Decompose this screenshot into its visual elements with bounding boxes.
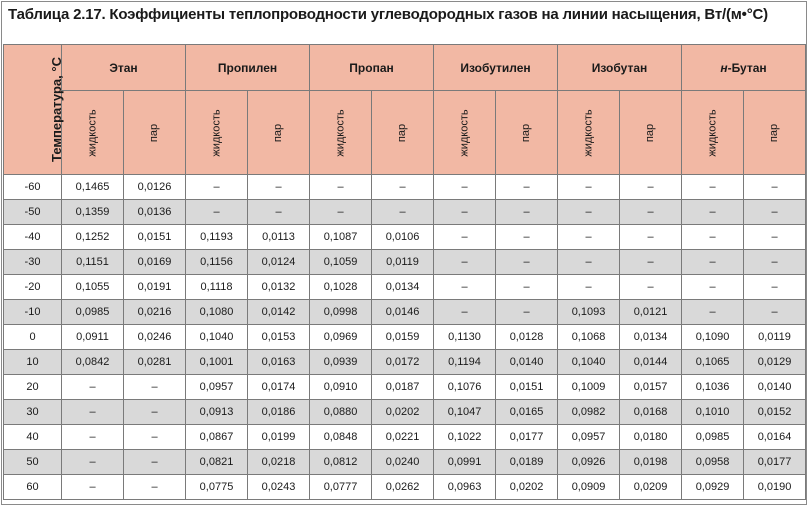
liquid-value-cell: 0,0910 <box>310 375 372 400</box>
liquid-value-cell: 0,1001 <box>186 350 248 375</box>
liquid-value-cell: 0,1040 <box>558 350 620 375</box>
liquid-value-cell: – <box>434 225 496 250</box>
vapor-value-cell: 0,0121 <box>620 300 682 325</box>
vapor-value-cell: 0,0177 <box>496 425 558 450</box>
liquid-value-cell: 0,1156 <box>186 250 248 275</box>
gas-header-propane: Пропан <box>310 45 434 91</box>
phase-vapor-header <box>124 91 186 175</box>
liquid-value-cell: – <box>186 200 248 225</box>
n-butane-name: -Бутан <box>727 60 767 75</box>
temperature-header-label: Температура, °С <box>48 57 64 162</box>
vapor-value-cell: 0,0186 <box>248 400 310 425</box>
liquid-value-cell: 0,1090 <box>682 325 744 350</box>
table-row <box>4 250 806 275</box>
vapor-value-cell: 0,0165 <box>496 400 558 425</box>
vapor-value-cell: – <box>744 200 806 225</box>
liquid-value-cell: 0,1252 <box>62 225 124 250</box>
table-row <box>4 350 806 375</box>
phase-vapor-header-label: пар <box>520 123 533 142</box>
liquid-value-cell: 0,1047 <box>434 400 496 425</box>
liquid-value-cell: 0,1009 <box>558 375 620 400</box>
phase-vapor-header-label: пар <box>768 123 781 142</box>
vapor-value-cell: – <box>496 300 558 325</box>
liquid-value-cell: 0,0982 <box>558 400 620 425</box>
liquid-value-cell: 0,0909 <box>558 475 620 500</box>
temperature-cell: 0 <box>4 325 62 350</box>
vapor-value-cell: – <box>496 275 558 300</box>
phase-liquid-header <box>186 91 248 175</box>
temperature-cell: -60 <box>4 175 62 200</box>
liquid-value-cell: – <box>682 225 744 250</box>
vapor-value-cell: – <box>124 400 186 425</box>
temperature-cell: -30 <box>4 250 62 275</box>
liquid-value-cell: 0,1080 <box>186 300 248 325</box>
table-row <box>4 175 806 200</box>
liquid-value-cell: 0,0880 <box>310 400 372 425</box>
n-butane-prefix: н <box>720 60 728 75</box>
phase-vapor-header-label: пар <box>644 123 657 142</box>
phase-liquid-header <box>62 91 124 175</box>
vapor-value-cell: 0,0151 <box>124 225 186 250</box>
liquid-value-cell: 0,0926 <box>558 450 620 475</box>
vapor-value-cell: – <box>744 225 806 250</box>
liquid-value-cell: 0,1059 <box>310 250 372 275</box>
temperature-cell: -50 <box>4 200 62 225</box>
gas-header-ethane: Этан <box>62 45 186 91</box>
liquid-value-cell: – <box>62 475 124 500</box>
table-row <box>4 200 806 225</box>
vapor-value-cell: 0,0140 <box>496 350 558 375</box>
vapor-value-cell: 0,0124 <box>248 250 310 275</box>
liquid-value-cell: 0,0969 <box>310 325 372 350</box>
phase-liquid-header-label: жидкость <box>210 108 223 157</box>
table-row <box>4 375 806 400</box>
vapor-value-cell: 0,0262 <box>372 475 434 500</box>
liquid-value-cell: 0,1130 <box>434 325 496 350</box>
vapor-value-cell: 0,0164 <box>744 425 806 450</box>
liquid-value-cell: 0,1065 <box>682 350 744 375</box>
vapor-value-cell: 0,0157 <box>620 375 682 400</box>
temperature-cell: 10 <box>4 350 62 375</box>
table-row <box>4 425 806 450</box>
vapor-value-cell: 0,0151 <box>496 375 558 400</box>
table-row <box>4 325 806 350</box>
liquid-value-cell: 0,0963 <box>434 475 496 500</box>
vapor-value-cell: 0,0136 <box>124 200 186 225</box>
vapor-value-cell: 0,0169 <box>124 250 186 275</box>
vapor-value-cell: – <box>496 225 558 250</box>
table-row <box>4 275 806 300</box>
vapor-value-cell: 0,0163 <box>248 350 310 375</box>
liquid-value-cell: 0,0929 <box>682 475 744 500</box>
liquid-value-cell: 0,1465 <box>62 175 124 200</box>
liquid-value-cell: – <box>434 250 496 275</box>
vapor-value-cell: – <box>744 250 806 275</box>
liquid-value-cell: 0,0985 <box>682 425 744 450</box>
vapor-value-cell: 0,0174 <box>248 375 310 400</box>
liquid-value-cell: – <box>62 400 124 425</box>
vapor-value-cell: 0,0126 <box>124 175 186 200</box>
vapor-value-cell: – <box>496 200 558 225</box>
phase-liquid-header-label: жидкость <box>582 108 595 157</box>
vapor-value-cell: – <box>124 425 186 450</box>
liquid-value-cell: 0,1010 <box>682 400 744 425</box>
table-row <box>4 400 806 425</box>
liquid-value-cell: 0,0985 <box>62 300 124 325</box>
vapor-value-cell: 0,0281 <box>124 350 186 375</box>
vapor-value-cell: 0,0113 <box>248 225 310 250</box>
phase-vapor-header <box>496 91 558 175</box>
liquid-value-cell: – <box>434 300 496 325</box>
temperature-cell: 50 <box>4 450 62 475</box>
liquid-value-cell: 0,0821 <box>186 450 248 475</box>
liquid-value-cell: 0,0939 <box>310 350 372 375</box>
vapor-value-cell: 0,0134 <box>620 325 682 350</box>
liquid-value-cell: 0,0958 <box>682 450 744 475</box>
phase-liquid-header-label: жидкость <box>458 108 471 157</box>
vapor-value-cell: – <box>744 175 806 200</box>
liquid-value-cell: 0,0998 <box>310 300 372 325</box>
vapor-value-cell: 0,0191 <box>124 275 186 300</box>
liquid-value-cell: 0,0957 <box>186 375 248 400</box>
table-row <box>4 300 806 325</box>
table-row <box>4 450 806 475</box>
vapor-value-cell: 0,0243 <box>248 475 310 500</box>
vapor-value-cell: – <box>620 225 682 250</box>
temperature-cell: -20 <box>4 275 62 300</box>
gas-header-isobutylene: Изобутилен <box>434 45 558 91</box>
liquid-value-cell: 0,0913 <box>186 400 248 425</box>
vapor-value-cell: – <box>372 200 434 225</box>
liquid-value-cell: – <box>682 175 744 200</box>
liquid-value-cell: – <box>558 200 620 225</box>
gas-header-propylene: Пропилен <box>186 45 310 91</box>
phase-vapor-header <box>620 91 682 175</box>
temperature-cell: 20 <box>4 375 62 400</box>
phase-vapor-header-label: пар <box>396 123 409 142</box>
vapor-value-cell: 0,0153 <box>248 325 310 350</box>
vapor-value-cell: 0,0159 <box>372 325 434 350</box>
temperature-cell: 60 <box>4 475 62 500</box>
liquid-value-cell: 0,0777 <box>310 475 372 500</box>
phase-liquid-header <box>682 91 744 175</box>
liquid-value-cell: – <box>434 175 496 200</box>
liquid-value-cell: – <box>558 250 620 275</box>
liquid-value-cell: – <box>558 225 620 250</box>
liquid-value-cell: – <box>310 175 372 200</box>
data-table <box>3 44 806 500</box>
liquid-value-cell: – <box>434 275 496 300</box>
phase-liquid-header <box>434 91 496 175</box>
liquid-value-cell: – <box>434 200 496 225</box>
temperature-cell: -40 <box>4 225 62 250</box>
vapor-value-cell: – <box>124 475 186 500</box>
vapor-value-cell: 0,0246 <box>124 325 186 350</box>
vapor-value-cell: – <box>372 175 434 200</box>
liquid-value-cell: – <box>558 175 620 200</box>
liquid-value-cell: 0,1193 <box>186 225 248 250</box>
vapor-value-cell: 0,0128 <box>496 325 558 350</box>
vapor-value-cell: 0,0189 <box>496 450 558 475</box>
vapor-value-cell: – <box>248 175 310 200</box>
phase-vapor-header-label: пар <box>272 123 285 142</box>
vapor-value-cell: – <box>744 300 806 325</box>
phase-vapor-header <box>372 91 434 175</box>
vapor-value-cell: 0,0146 <box>372 300 434 325</box>
vapor-value-cell: 0,0132 <box>248 275 310 300</box>
vapor-value-cell: 0,0209 <box>620 475 682 500</box>
liquid-value-cell: – <box>186 175 248 200</box>
liquid-value-cell: 0,0911 <box>62 325 124 350</box>
table-body <box>4 175 806 500</box>
vapor-value-cell: 0,0199 <box>248 425 310 450</box>
gas-header-isobutane: Изобутан <box>558 45 682 91</box>
vapor-value-cell: 0,0144 <box>620 350 682 375</box>
table-caption: Таблица 2.17. Коэффициенты теплопроводности углеводородных газов на линии насыщения, Вт/(м•°С) <box>8 6 768 23</box>
vapor-value-cell: – <box>620 200 682 225</box>
liquid-value-cell: 0,1040 <box>186 325 248 350</box>
liquid-value-cell: – <box>682 200 744 225</box>
phase-vapor-header <box>248 91 310 175</box>
liquid-value-cell: 0,0867 <box>186 425 248 450</box>
liquid-value-cell: – <box>682 250 744 275</box>
liquid-value-cell: 0,1087 <box>310 225 372 250</box>
liquid-value-cell: 0,1028 <box>310 275 372 300</box>
temperature-cell: 40 <box>4 425 62 450</box>
vapor-value-cell: – <box>496 250 558 275</box>
vapor-value-cell: – <box>248 200 310 225</box>
vapor-value-cell: – <box>744 275 806 300</box>
liquid-value-cell: – <box>558 275 620 300</box>
liquid-value-cell: 0,1118 <box>186 275 248 300</box>
liquid-value-cell: 0,1151 <box>62 250 124 275</box>
phase-liquid-header-label: жидкость <box>86 108 99 157</box>
vapor-value-cell: 0,0240 <box>372 450 434 475</box>
vapor-value-cell: 0,0168 <box>620 400 682 425</box>
phase-liquid-header-label: жидкость <box>334 108 347 157</box>
vapor-value-cell: – <box>620 250 682 275</box>
temperature-header <box>4 45 62 175</box>
temperature-cell: -10 <box>4 300 62 325</box>
vapor-value-cell: 0,0140 <box>744 375 806 400</box>
table-row <box>4 475 806 500</box>
vapor-value-cell: 0,0134 <box>372 275 434 300</box>
liquid-value-cell: 0,0812 <box>310 450 372 475</box>
vapor-value-cell: 0,0202 <box>496 475 558 500</box>
phase-liquid-header <box>310 91 372 175</box>
liquid-value-cell: – <box>62 425 124 450</box>
liquid-value-cell: 0,1055 <box>62 275 124 300</box>
vapor-value-cell: 0,0142 <box>248 300 310 325</box>
vapor-value-cell: 0,0106 <box>372 225 434 250</box>
liquid-value-cell: 0,1093 <box>558 300 620 325</box>
phase-liquid-header-label: жидкость <box>706 108 719 157</box>
liquid-value-cell: – <box>310 200 372 225</box>
liquid-value-cell: 0,0991 <box>434 450 496 475</box>
liquid-value-cell: – <box>62 375 124 400</box>
vapor-value-cell: 0,0119 <box>372 250 434 275</box>
liquid-value-cell: – <box>682 275 744 300</box>
vapor-value-cell: 0,0216 <box>124 300 186 325</box>
liquid-value-cell: 0,1068 <box>558 325 620 350</box>
vapor-value-cell: 0,0221 <box>372 425 434 450</box>
gas-header-n-butane <box>682 45 806 91</box>
vapor-value-cell: – <box>620 275 682 300</box>
vapor-value-cell: – <box>496 175 558 200</box>
phase-header-row <box>4 91 806 175</box>
temperature-cell: 30 <box>4 400 62 425</box>
table-header <box>4 45 806 175</box>
vapor-value-cell: 0,0218 <box>248 450 310 475</box>
vapor-value-cell: 0,0190 <box>744 475 806 500</box>
liquid-value-cell: – <box>62 450 124 475</box>
phase-vapor-header-label: пар <box>148 123 161 142</box>
vapor-value-cell: – <box>124 450 186 475</box>
vapor-value-cell: 0,0172 <box>372 350 434 375</box>
vapor-value-cell: 0,0198 <box>620 450 682 475</box>
vapor-value-cell: 0,0180 <box>620 425 682 450</box>
liquid-value-cell: 0,1076 <box>434 375 496 400</box>
vapor-value-cell: 0,0119 <box>744 325 806 350</box>
vapor-value-cell: – <box>124 375 186 400</box>
liquid-value-cell: – <box>682 300 744 325</box>
vapor-value-cell: 0,0152 <box>744 400 806 425</box>
liquid-value-cell: 0,1194 <box>434 350 496 375</box>
liquid-value-cell: 0,0957 <box>558 425 620 450</box>
table-row <box>4 225 806 250</box>
phase-vapor-header <box>744 91 806 175</box>
liquid-value-cell: 0,0848 <box>310 425 372 450</box>
vapor-value-cell: 0,0129 <box>744 350 806 375</box>
liquid-value-cell: 0,0842 <box>62 350 124 375</box>
vapor-value-cell: 0,0177 <box>744 450 806 475</box>
liquid-value-cell: 0,0775 <box>186 475 248 500</box>
vapor-value-cell: 0,0202 <box>372 400 434 425</box>
liquid-value-cell: 0,1036 <box>682 375 744 400</box>
liquid-value-cell: 0,1359 <box>62 200 124 225</box>
liquid-value-cell: 0,1022 <box>434 425 496 450</box>
vapor-value-cell: – <box>620 175 682 200</box>
vapor-value-cell: 0,0187 <box>372 375 434 400</box>
phase-liquid-header <box>558 91 620 175</box>
